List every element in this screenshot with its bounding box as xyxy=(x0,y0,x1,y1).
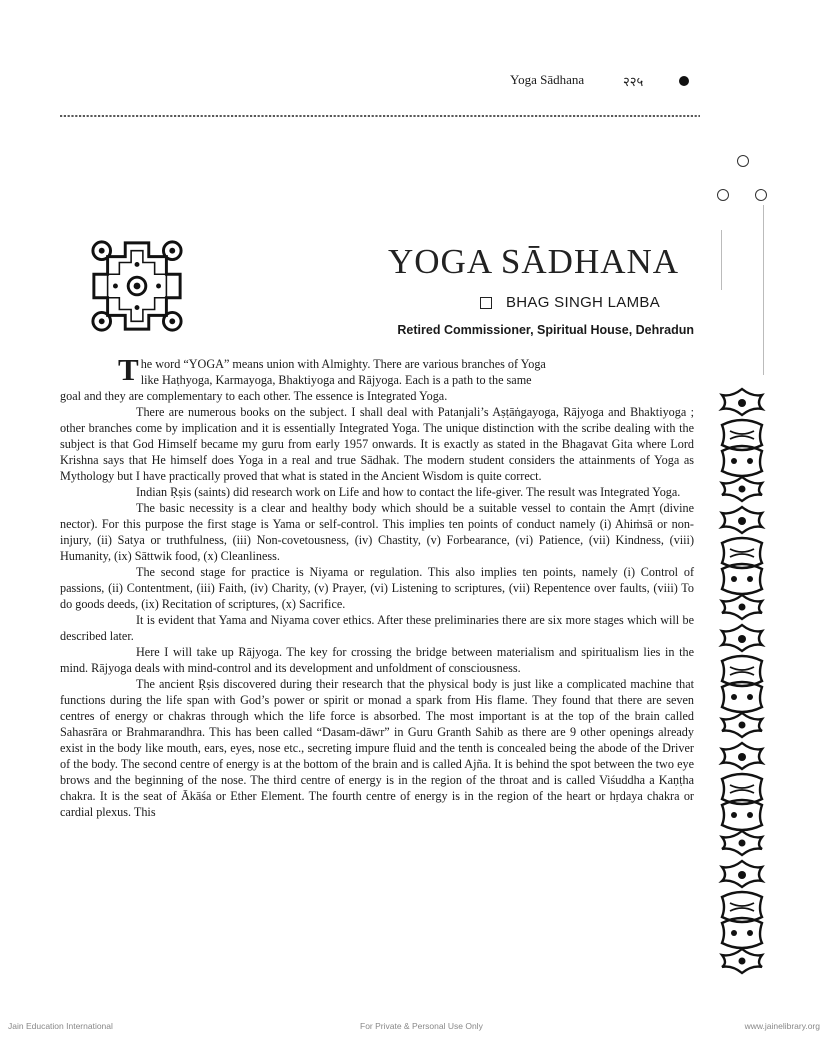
running-head-title: Yoga Sādhana xyxy=(510,72,585,87)
footer-center: For Private & Personal Use Only xyxy=(360,1021,483,1031)
square-bullet-icon xyxy=(480,297,492,309)
author-name: BHAG SINGH LAMBA xyxy=(506,294,661,311)
floral-cross-ornament-icon xyxy=(88,237,186,335)
border-motif-icon xyxy=(722,389,762,501)
paragraph: Here I will take up Rājyoga. The key for crossing the bridge between materialism and spiritualism lies in the mind. Rājyoga deals with mind-control and its development and unfoldment of consciousness. xyxy=(60,645,694,675)
drop-cap: T xyxy=(118,352,139,387)
border-motif-icon xyxy=(722,507,762,619)
border-motif-icon xyxy=(722,625,762,737)
paragraph: It is evident that Yama and Niyama cover ethics. After these preliminaries there are six more stages which will be described later. xyxy=(60,613,694,643)
paragraph-line: he word “YOGA” means union with Almighty. There are various branches of Yoga xyxy=(140,357,546,371)
side-circle-decoration xyxy=(705,155,775,215)
bullet-dot-icon xyxy=(679,76,689,86)
footer-left: Jain Education International xyxy=(8,1021,113,1031)
article-body xyxy=(60,352,694,820)
circle-icon xyxy=(717,189,729,201)
paragraph: The ancient Ṛṣis discovered during their research that the physical body is just like a complicated machine that functions during the life span with God’s power or spirit or monad a spark from His flame. They found that there are seven centres of energy or chakras through which the life force is absorbed. The most important is at the top of the brain called Sahasrāra or Brahmarandhra. This has been called “Dasam-dāwr” in Guru Granth Sahib as there are 9 other openings already exist in the body like mouth, ears, eyes, nose etc., secreting impure fluid and the tenth is concealed being the abode of the Driver of the body. The second centre of energy is at the bottom of the brain and is called Ajña. It is behind the spot between the two eye brows and the beginning of the nose. The third centre of energy is in the region of the throat and is called Viśuddha a Kaṇṭha chakra. It is the seat of Ākāśa or Ether Element. The fourth centre of energy is in the region of the heart or hṛdaya chakra or cardial plexus. This xyxy=(60,677,694,819)
paragraph: There are numerous books on the subject. I shall deal with Patanjali’s Aṣṭāṅgayoga, Rājyoga and Bhaktiyoga ; other branches come by implication and it is essentially Integrated Yoga. The unique distinction with the scribe dealing with the subject is that God Himself became my guru from early 1957 onwards. It is exactly as stated in the Bhagavat Gita where Lord Krishna says that He himself does Yoga in a real and true Sādhak. The modern student considers the attainments of Yoga as Mythology but I have practically proved that what is stated in the Ancient Wisdom is quite correct. xyxy=(60,405,694,483)
footer-right: www.jainelibrary.org xyxy=(744,1021,820,1031)
circle-icon xyxy=(737,155,749,167)
vertical-guide-line xyxy=(763,205,764,375)
vertical-guide-line xyxy=(721,230,722,290)
page-footer xyxy=(0,1021,828,1035)
paragraph: The basic necessity is a clear and healthy body which should be a suitable vessel to contain the Amṛt (divine nector). For this purpose the first stage is Yama or self-control. This implies ten points of conduct namely (i) Ahiṁsā or non-injury, (ii) Satya or truthfulness, (iii) Non-covetousness, (iv) Chastity, (v) Forbearance, (vi) Patience, (vii) Kindness, (viii) Humanity, (ix) Sāttwik food, (x) Cleanliness. xyxy=(60,501,694,563)
border-motif-icon xyxy=(722,861,762,973)
article-title: YOGA SĀDHANA xyxy=(388,242,680,281)
paragraph-line: goal and they are complementary to each other. The essence is Integrated Yoga. xyxy=(60,389,448,403)
floral-border-strip-icon xyxy=(714,385,770,975)
paragraph: The second stage for practice is Niyama or regulation. This also implies ten points, namely (i) Control of passions, (ii) Contentment, (iii) Faith, (iv) Charity, (v) Prayer, (vi) Listening to scriptures, (vii) Repentence over faults, (viii) To do goods deeds, (ix) Recitation of scriptures, (x) Sacrifice. xyxy=(60,565,694,611)
author-affiliation: Retired Commissioner, Spiritual House, Dehradun xyxy=(397,323,694,337)
author-row xyxy=(480,292,660,312)
dotted-rule-divider xyxy=(60,113,700,119)
paragraph xyxy=(60,352,694,404)
page-number: २२५ xyxy=(623,74,644,89)
border-motif-icon xyxy=(722,743,762,855)
circle-icon xyxy=(755,189,767,201)
paragraph-line: like Haṭhyoga, Karmayoga, Bhaktiyoga and Rājyoga. Each is a path to the same xyxy=(140,373,532,387)
running-head xyxy=(0,72,828,92)
paragraph: Indian Ṛṣis (saints) did research work on Life and how to contact the life-giver. The result was Integrated Yoga. xyxy=(136,485,681,499)
